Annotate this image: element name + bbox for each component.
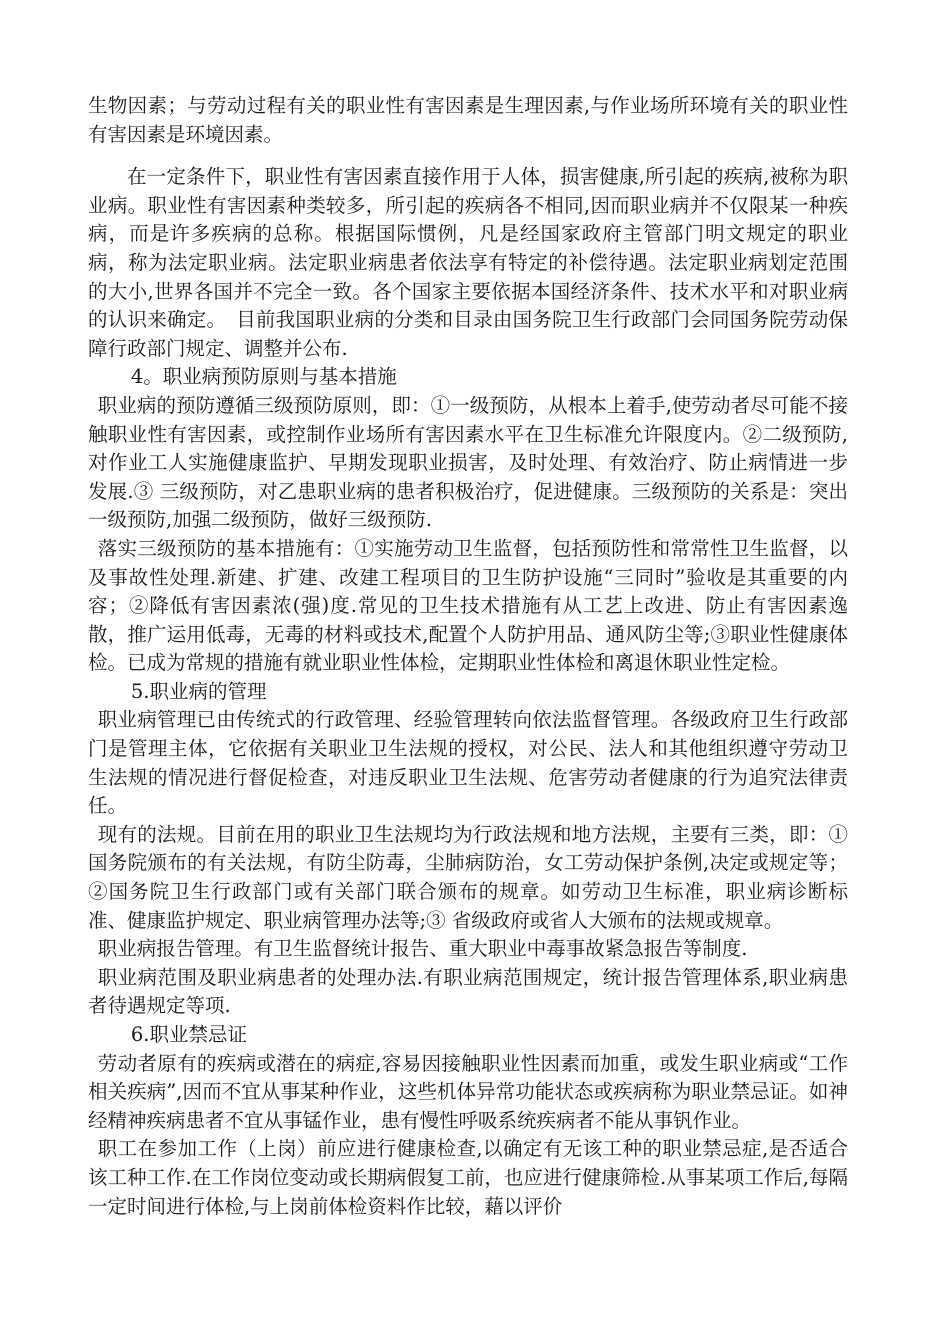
paragraph-occupational-disease-definition: 在一定条件下，职业性有害因素直接作用于人体，损害健康,所引起的疾病,被称为职业病。职业性有害因素种类较多，所引起的疾病各不相同,因而职业病并不仅限某一种疾病，而是许多疾病的总称。根据国际惯例，凡是经国家政府主管部门明文规定的职业病，称为法定职业病。法定职业病患者依法享有特定的补偿待遇。法定职业病划定范围的大小,世界各国并不完全一致。各个国家主要依据本国经济条件、技术水平和对职业病的认识来确定。 目前我国职业病的分类和目录由国务院卫生行政部门会同国务院劳动保障行政部门规定、调整并公布. <box>88 165 848 360</box>
paragraph-scope: 职业病范围及职业病患者的处理办法.有职业病范围规定，统计报告管理体系,职业病患者待遇规定等项. <box>88 965 848 1018</box>
document-page <box>88 92 848 1221</box>
paragraph-reporting: 职业病报告管理。有卫生监督统计报告、重大职业中毒事故紧急报告等制度. <box>97 937 748 961</box>
heading-section-4: 4。职业病预防原则与基本措施 <box>130 365 397 389</box>
paragraph-three-level-prevention: 职业病的预防遵循三级预防原则，即：①一级预防，从根本上着手,使劳动者尽可能不接触职业性有害因素，或控制作业场所有害因素水平在卫生标准允许限度内。②二级预防,对作业工人实施健康监护、早期发现职业损害，及时处理、有效治疗、防止病情进一步发展.③ 三级预防，对乙患职业病的患者积极治疗，促进健康。三级预防的关系是：突出一级预防,加强二级预防，做好三级预防. <box>88 393 848 532</box>
paragraph-management: 职业病管理已由传统式的行政管理、经验管理转向依法监督管理。各级政府卫生行政部门是管理主体，它依据有关职业卫生法规的授权，对公民、法人和其他组织遵守劳动卫生法规的情况进行督促检查，对违反职业卫生法规、危害劳动者健康的行为追究法律责任。 <box>88 708 848 818</box>
paragraph-biological-factors: 生物因素；与劳动过程有关的职业性有害因素是生理因素,与作业场所环境有关的职业性有害因素是环境因素。 <box>88 94 848 146</box>
heading-section-5: 5.职业病的管理 <box>130 679 267 703</box>
paragraph-basic-measures: 落实三级预防的基本措施有：①实施劳动卫生监督，包括预防性和常常性卫生监督，以及事故性处理.新建、扩建、改建工程项目的卫生防护设施“三同时”验收是其重要的内容；②降低有害因素浓(强)度.常见的卫生技术措施有从工艺上改进、防止有害因素逸散，推广运用低毒，无毒的材料或技术,配置个人防护用品、通风防尘等;③职业性健康体检。已成为常规的措施有就业职业性体检，定期职业性体检和离退休职业性定检。 <box>88 536 848 675</box>
heading-section-6: 6.职业禁忌证 <box>130 1023 247 1046</box>
paragraph-regulations: 现有的法规。目前在用的职业卫生法规均为行政法规和地方法规，主要有三类，即：①国务院颁布的有关法规，有防尘防毒，尘肺病防治，女工劳动保护条例,决定或规定等；②国务院卫生行政部门或有关部门联合颁布的规章。如劳动卫生标准，职业病诊断标准、健康监护规定、职业病管理办法等;③ 省级政府或省人大颁布的法规或规章。 <box>88 822 848 932</box>
paragraph-contraindications: 劳动者原有的疾病或潜在的病症,容易因接触职业性因素而加重，或发生职业病或“工作相关疾病”,因而不宜从事某种作业，这些机体异常功能状态或疾病称为职业禁忌证。如神经精神疾病患者不宜从事锰作业，患有慢性呼吸系统疾病者不能从事钒作业。 <box>88 1051 848 1132</box>
paragraph-health-checks: 职工在参加工作（上岗）前应进行健康检查,以确定有无该工种的职业禁忌症,是否适合该工种工作.在工作岗位变动或长期病假复工前，也应进行健康筛检.从事某项工作后,每隔一定时间进行体检,与上岗前体检资料作比较，藉以评价 <box>88 1137 848 1218</box>
